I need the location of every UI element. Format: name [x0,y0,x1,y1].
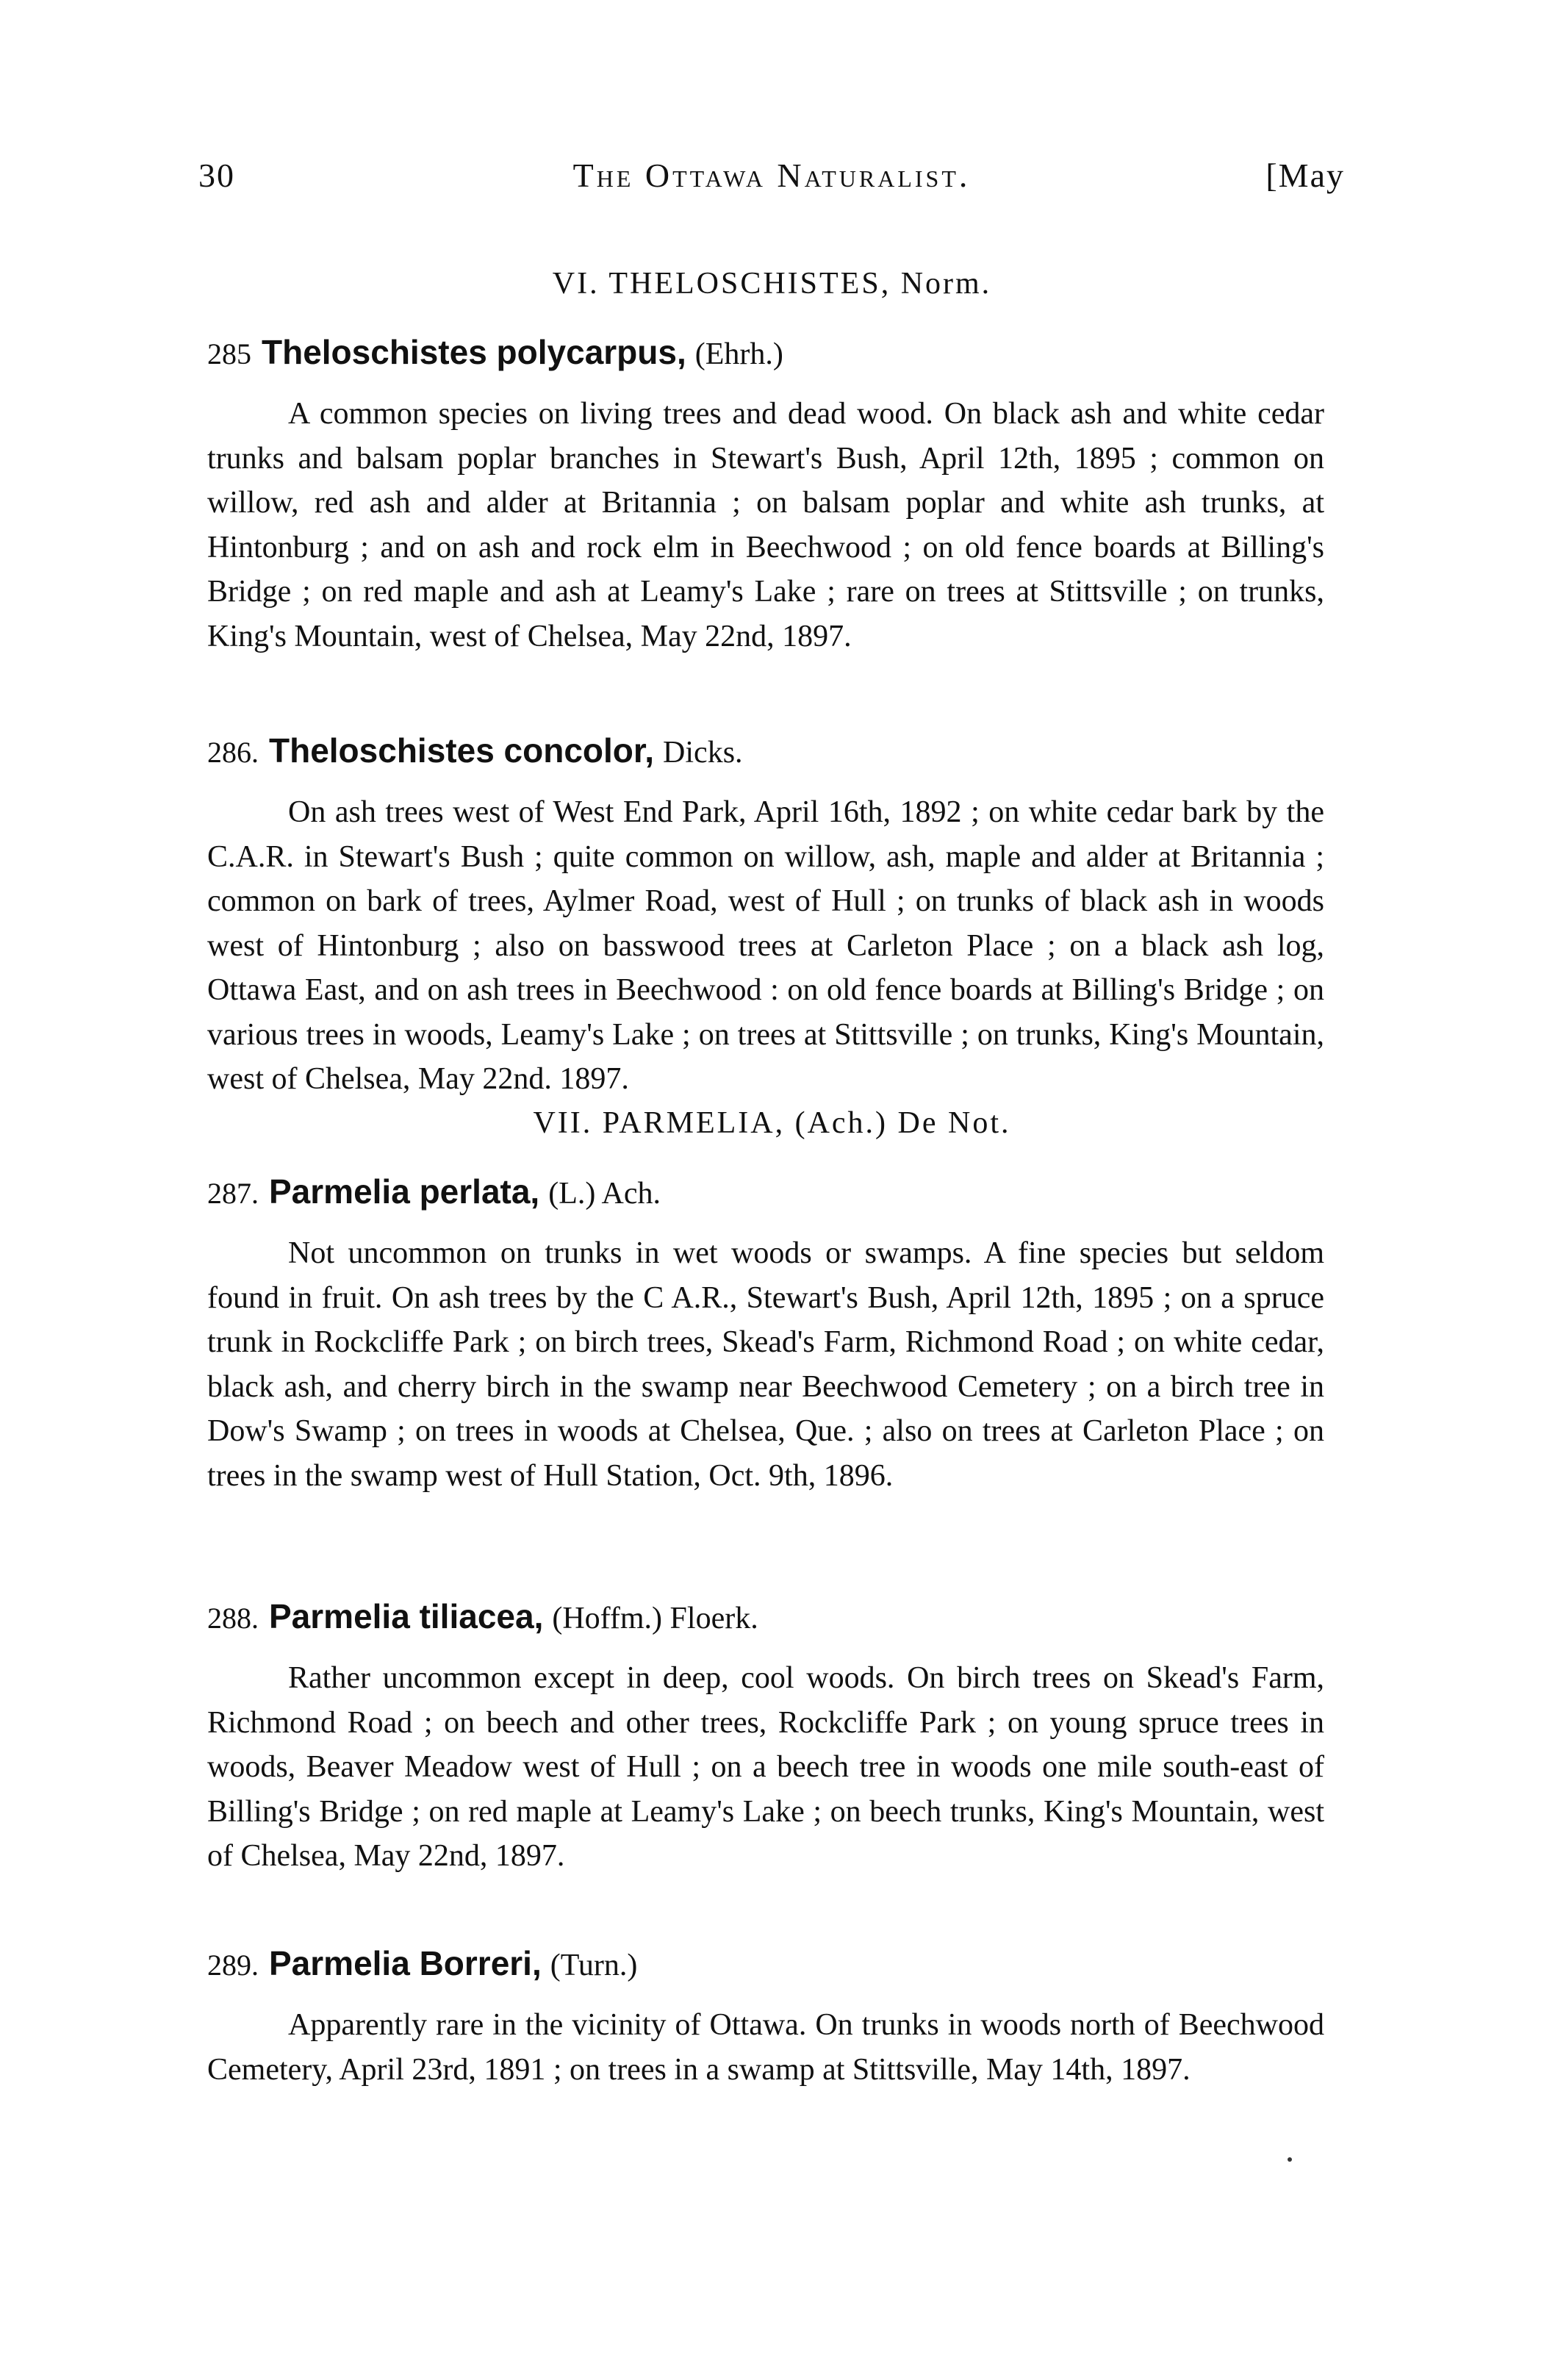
species-name: Parmelia Borreri, [269,1944,542,1982]
running-header [198,156,1345,207]
species-name: Theloschistes concolor, [269,731,655,770]
species-name: Parmelia perlata, [269,1172,540,1211]
entry-heading [207,1169,1324,1216]
entry-text: On ash trees west of West End Park, April 16th, 1892 ; on white cedar bark by the C.A.R. in Stewart's Bush ; quite common on willow, ash, maple and alder at Britannia ; common on bark of trees, Aylmer Road, west of Hull ; on trunks of black ash in woods west of Hintonburg ; also on basswood trees at Carleton Place ; on a black ash log, Ottawa East, and on ash trees in Beechwood : on old fence boards at Billing's Bridge ; on various trees in woods, Leamy's Lake ; on trees at Stittsville ; on trunks, King's Mountain, west of Chelsea, May 22nd. 1897. [207,795,1324,1096]
entry-text: A common species on living trees and dead wood. On black ash and white cedar trunks and balsam poplar branches in Stewart's Bush, April 12th, 1895 ; common on willow, red ash and alder at Britannia ; on balsam poplar and white ash trunks, at Hintonburg ; and on ash and rock elm in Beechwood ; on old fence boards at Billing's Bridge ; on red maple and ash at Leamy's Lake ; rare on trees at Stittsville ; on trunks, King's Mountain, west of Chelsea, May 22nd, 1897. [207,397,1324,653]
section-heading-parmelia: VII. PARMELIA, (Ach.) De Not. [533,1106,1011,1140]
species-entry-285 [207,329,1324,659]
entry-text: Rather uncommon except in deep, cool woods. On birch trees on Skead's Farm, Richmond Road ; on beech and other trees, Rockcliffe Park ; on young spruce trees in woods, Beaver Meadow west of Hull ; on a beech tree in woods one mile south-east of Billing's Bridge ; on red maple at Leamy's Lake ; on beech trunks, King's Mountain, west of Chelsea, May 22nd, 1897. [207,1661,1324,1873]
species-entry-286 [207,728,1324,1102]
species-authority: Dicks. [663,736,743,770]
species-authority: (Ehrh.) [694,337,783,371]
entry-heading [207,728,1324,775]
entry-heading [207,1594,1324,1641]
species-name: Parmelia tiliacea, [269,1597,544,1635]
species-authority: (Turn.) [550,1949,638,1982]
stray-dot-mark [1288,2157,1292,2162]
issue-month: [May [1265,157,1345,194]
entry-text: Apparently rare in the vicinity of Ottawa. On trunks in woods north of Beechwood Cemetery, April 23rd, 1891 ; on trees in a swamp at Stittsville, May 14th, 1897. [207,2008,1324,2087]
species-entry-289 [207,1940,1324,2092]
species-authority: (Hoffm.) Floerk. [552,1602,758,1635]
species-entry-288 [207,1594,1324,1879]
species-name: Theloschistes polycarpus, [262,333,686,371]
species-entry-287 [207,1169,1324,1498]
entry-heading [207,329,1324,377]
entry-number: 285 [207,337,251,370]
journal-title: The Ottawa Naturalist. [572,157,971,194]
species-authority: (L.) Ach. [548,1177,661,1211]
entry-number: 289. [207,1949,259,1982]
entry-heading [207,1940,1324,1988]
entry-text: Not uncommon on trunks in wet woods or swamps. A fine species but seldom found in fruit. On ash trees by the C A.R., Stewart's Bush, April 12th, 1895 ; on a spruce trunk in Rockcliffe Park ; on birch trees, Skead's Farm, Richmond Road ; on white cedar, black ash, and cherry birch in the swamp near Beechwood Cemetery ; on a birch tree in Dow's Swamp ; on trees in woods at Chelsea, Que. ; also on trees at Carleton Place ; on trees in the swamp west of Hull Station, Oct. 9th, 1896. [207,1236,1324,1493]
page-number: 30 [198,157,235,194]
entry-number: 287. [207,1177,259,1210]
entry-number: 288. [207,1602,259,1635]
section-heading-theloschistes: VI. THELOSCHISTES, Norm. [552,267,992,301]
entry-number: 286. [207,736,259,769]
